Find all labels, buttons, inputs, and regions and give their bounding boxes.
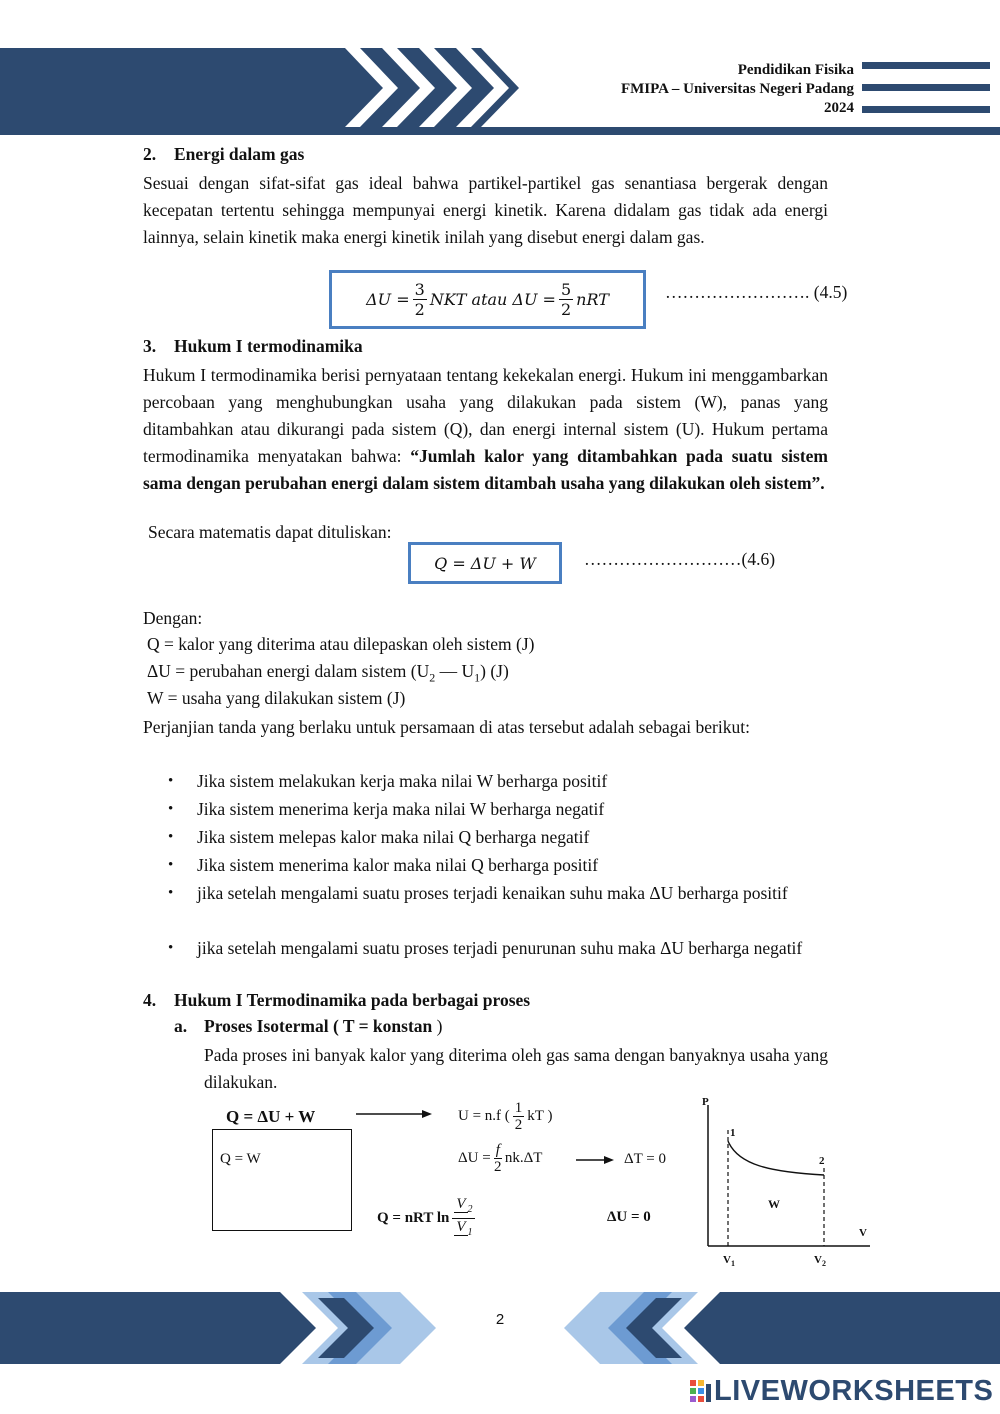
definition-q: Q = kalor yang diterima atau dilepaskan oleh sistem (J)	[147, 634, 535, 654]
list-item: • jika setelah mengalami suatu proses terjadi kenaikan suhu maka ΔU berharga positif	[168, 880, 828, 907]
isothermal-paragraph: Pada proses ini banyak kalor yang diterima oleh gas sama dengan banyaknya usaha yang dilakukan.	[204, 1045, 828, 1092]
bullet-icon: •	[168, 885, 174, 901]
section-3-paragraph: Hukum I termodinamika berisi pernyataan tentang kekekalan energi. Hukum ini menggambarkan percobaan yang menghubungkan usaha yang dilakukan pada sistem (W), panas yang ditambahkan atau dikurangi pada sistem (Q), dan energi internal sistem (U). Hukum pertama termodinamika menyatakan bahwa: “Jumlah kalor yang ditambahkan pada suatu sistem sama dengan perubahan energi dalam sistem ditambah usaha yang dilakukan oleh sistem”.	[143, 365, 829, 493]
bullet-icon: •	[168, 801, 174, 817]
figure-delta-u-zero: ΔU = 0	[607, 1209, 651, 1225]
math-intro: Secara matematis dapat dituliskan:	[148, 522, 392, 542]
pv-axis-p-label: P	[702, 1096, 709, 1108]
section-3-heading: 3. Hukum I termodinamika	[143, 336, 363, 356]
figure-heat-isothermal: Q = nRT ln $\frac{V _2}{V _1}$	[377, 1196, 473, 1238]
bullet-icon: •	[168, 857, 174, 873]
bullet-icon: •	[168, 773, 174, 789]
figure-q-equals-w: Q = W	[220, 1151, 261, 1167]
bullet-icon: •	[168, 940, 174, 956]
figure-delta-t-zero: ΔT = 0	[624, 1151, 666, 1167]
pv-point-1: 1	[730, 1127, 736, 1139]
isotherm-curve	[728, 1141, 824, 1175]
fraction-three-halves: $\frac{3}{2}$	[414, 280, 425, 319]
section-2-heading: 2. Energi dalam gas	[143, 144, 305, 164]
pv-axis-v-label: V	[859, 1227, 867, 1239]
list-item: • Jika sistem melakukan kerja maka nilai W berharga positif	[168, 768, 828, 795]
liveworksheets-brand: LIVEWORKSHEETS	[714, 1375, 994, 1407]
header-faculty: FMIPA – Universitas Negeri Padang	[620, 81, 854, 97]
liveworksheets-logo-icon	[690, 1380, 712, 1404]
list-item: • Jika sistem menerima kalor maka nilai Q berharga positif	[168, 852, 828, 879]
figure-internal-energy: U = n.f ( $\frac{1}{2}$ kT )	[458, 1100, 553, 1133]
equation-4-5-number: ……………………. (4.5)	[665, 282, 848, 302]
pv-point-2: 2	[819, 1155, 825, 1167]
liveworksheets-logo[interactable]	[690, 1375, 993, 1408]
bullet-icon: •	[168, 829, 174, 845]
first-law-statement: “Jumlah kalor yang ditambahkan pada suatu sistem sama dengan perubahan energi dalam sistem ditambah usaha yang dilakukan oleh sistem”.	[143, 446, 829, 493]
list-item: • Jika sistem melepas kalor maka nilai Q berharga negatif	[168, 824, 828, 851]
figure-first-law: Q = ΔU + W	[226, 1107, 316, 1126]
pv-v2-label: $V_2$	[814, 1254, 826, 1269]
header-department: Pendidikan Fisika	[737, 62, 854, 78]
equation-4-6-number: ………………………(4.6)	[584, 549, 776, 569]
page-number: 2	[495, 1311, 505, 1328]
definition-delta-u: ΔU = perubahan energi dalam sistem ($U_2$ — $U_1$) (J)	[147, 661, 509, 685]
equation-4-5-box: ΔU = $\frac{3}{2}$ NKT atau ΔU = $\frac{5}{2}$ nRT	[329, 270, 646, 329]
section-2-paragraph: Sesuai dengan sifat-sifat gas ideal bahwa partikel-partikel gas senantiasa bergerak dengan kecepatan tertentu sehingga mempunyai energi kinetik. Karena didalam gas tidak ada energi lainnya, selain kinetik maka energi kinetik inilah yang disebut energi dalam gas.	[143, 173, 828, 247]
list-item: • jika setelah mengalami suatu proses terjadi penurunan suhu maka ΔU berharga negatif	[168, 935, 828, 962]
footer-banner	[0, 1288, 1000, 1368]
pv-v1-label: $V_1$	[723, 1254, 735, 1269]
sign-convention-intro: Perjanjian tanda yang berlaku untuk persamaan di atas tersebut adalah sebagai berikut:	[143, 717, 750, 737]
subsection-a-heading: a. Proses Isotermal ( T = konstan )	[174, 1016, 443, 1036]
definition-w: W = usaha yang dilakukan sistem (J)	[147, 688, 406, 708]
figure-delta-u: ΔU = $\frac{f}{2}$ nk.ΔT	[458, 1142, 543, 1175]
equation-4-6-box: Q = ΔU + W	[408, 542, 562, 584]
section-4-heading: 4. Hukum I Termodinamika pada berbagai proses	[143, 990, 531, 1010]
list-item: • Jika sistem menerima kerja maka nilai W berharga negatif	[168, 796, 828, 823]
with-label: Dengan:	[143, 608, 203, 628]
fraction-five-halves: $\frac{5}{2}$	[560, 280, 572, 319]
pv-work-label: W	[768, 1197, 780, 1211]
header-year: 2024	[824, 100, 854, 116]
